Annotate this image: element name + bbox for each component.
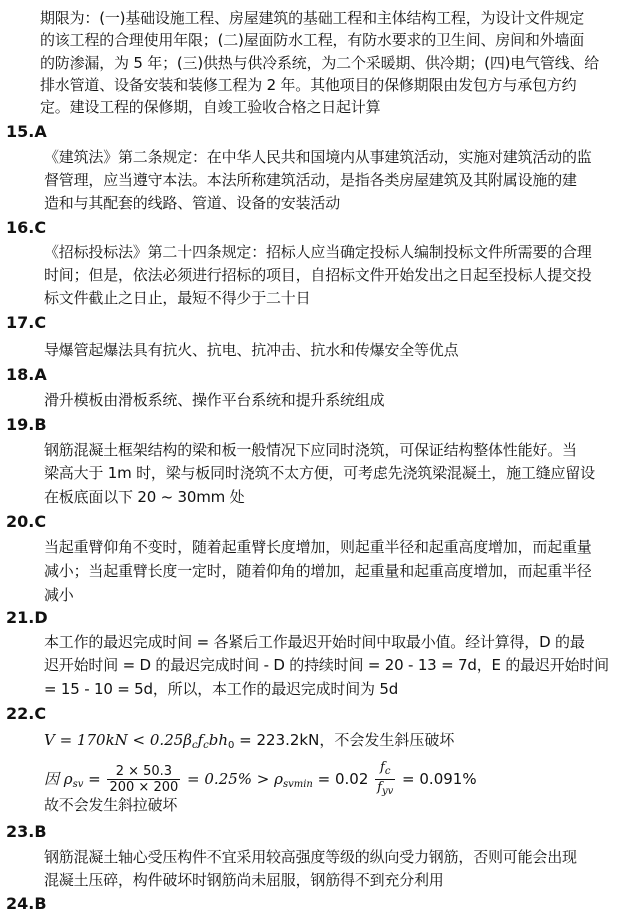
text-line: 《招标投标法》第二十四条规定：招标人应当确定投标人编制投标文件所需要的合理	[44, 243, 592, 261]
question-number: 22.C	[6, 704, 47, 723]
text-line: 《建筑法》第二条规定：在中华人民共和国境内从事建筑活动，实施对建筑活动的监	[44, 148, 592, 166]
text-line: 在板底面以下 20 ~ 30mm 处	[44, 488, 245, 506]
text-line: 钢筋混凝土框架结构的梁和板一般情况下应同时浇筑，可保证结构整体性能好。当	[44, 441, 577, 459]
text-line: 定。建设工程的保修期，自竣工验收合格之日起计算	[40, 98, 381, 116]
formula-text: = 0.25% > ρ	[182, 770, 283, 788]
question-number: 18.A	[6, 365, 47, 384]
question-number: 24.B	[6, 894, 47, 913]
text-line: 减小；当起重臂长度一定时，随着仰角的增加，起重量和起重高度增加，而起重半径	[44, 562, 592, 580]
text-line: 梁高大于 1m 时，梁与板同时浇筑不太方便，可考虑先浇筑梁混凝土，施工缝应留设	[44, 464, 595, 482]
fraction	[107, 764, 180, 795]
formula-sub: sv	[72, 779, 84, 790]
question-number: 15.A	[6, 122, 47, 141]
frac-sub: yv	[381, 786, 394, 797]
formula-text: = 0.02	[312, 770, 374, 788]
formula-sub: 0	[228, 740, 235, 751]
text-line: 当起重臂仰角不变时，随着起重臂长度增加，则起重半径和起重高度增加，而起重量	[44, 538, 592, 556]
text-line: 本工作的最迟完成时间 = 各紧后工作最迟开始时间中取最小值。经计算得，D 的最	[44, 633, 585, 651]
formula-sub: svmin	[282, 779, 313, 790]
text-line: 滑升模板由滑板系统、操作平台系统和提升系统组成	[44, 391, 385, 409]
frac-var: f	[377, 780, 382, 795]
text-line: 督管理，应当遵守本法。本法所称建筑活动，是指各类房屋建筑及其附属设施的建	[44, 171, 577, 189]
question-number: 20.C	[6, 512, 47, 531]
text-line: 减小	[44, 586, 74, 604]
formula-text: = 0.091%	[397, 770, 477, 788]
text-line: 时间；但是，依法必须进行招标的项目，自招标文件开始发出之日起至投标人提交投	[44, 266, 592, 284]
frac-sub: c	[384, 766, 391, 777]
frac-var: f	[380, 760, 385, 775]
question-number: 21.D	[6, 608, 48, 627]
text-line: 导爆管起爆法具有抗火、抗电、抗冲击、抗水和传爆安全等优点	[44, 341, 459, 359]
text-line: 钢筋混凝土轴心受压构件不宜采用较高强度等级的纵向受力钢筋，否则可能会出现	[44, 848, 577, 866]
formula-text: 因 ρ	[44, 770, 73, 788]
text-line: 标文件截止之日止，最短不得少于二十日	[44, 289, 311, 307]
text-line: 造和与其配套的线路、管道、设备的安装活动	[44, 194, 341, 212]
formula-line	[44, 760, 477, 799]
text-line: 混凝土压碎，构件破坏时钢筋尚未屈服，钢筋得不到充分利用	[44, 871, 444, 889]
text-line: 故不会发生斜拉破坏	[44, 796, 178, 814]
fraction-denominator: 200 × 200	[109, 780, 179, 795]
formula-text: =	[83, 770, 106, 788]
text-line: 的防渗漏，为 5 年；(三)供热与供冷系统，为二个采暖期、供冷期；(四)电气管线、给	[40, 54, 600, 72]
text-line: 迟开始时间 = D 的最迟完成时间 - D 的持续时间 = 20 - 13 = 7d，E 的最迟开始时间	[44, 656, 609, 674]
formula-text: f	[197, 731, 204, 749]
formula-sub: c	[203, 740, 209, 751]
text-line: 的该工程的合理使用年限；(二)屋面防水工程，有防水要求的卫生间、房间和外墙面	[40, 31, 585, 49]
question-number: 19.B	[6, 415, 47, 434]
formula-text: bh	[208, 731, 229, 749]
text-line: 排水管道、设备安装和装修工程为 2 年。其他项目的保修期限由发包方与承包方约	[40, 76, 577, 94]
question-number: 16.C	[6, 218, 47, 237]
fraction	[375, 760, 395, 799]
formula-text: V = 170kN < 0.25β	[44, 731, 192, 749]
formula-text: = 223.2kN，不会发生斜压破坏	[234, 731, 455, 749]
question-number: 23.B	[6, 822, 47, 841]
fraction-denominator	[375, 780, 395, 799]
question-number: 17.C	[6, 313, 47, 332]
fraction-numerator	[375, 760, 395, 780]
fraction-numerator: 2 × 50.3	[107, 764, 180, 780]
text-line: 期限为：(一)基础设施工程、房屋建筑的基础工程和主体结构工程，为设计文件规定	[40, 9, 585, 27]
text-line: = 15 - 10 = 5d，所以，本工作的最迟完成时间为 5d	[44, 680, 399, 698]
formula-line	[44, 730, 454, 756]
formula-sub: c	[191, 740, 198, 751]
